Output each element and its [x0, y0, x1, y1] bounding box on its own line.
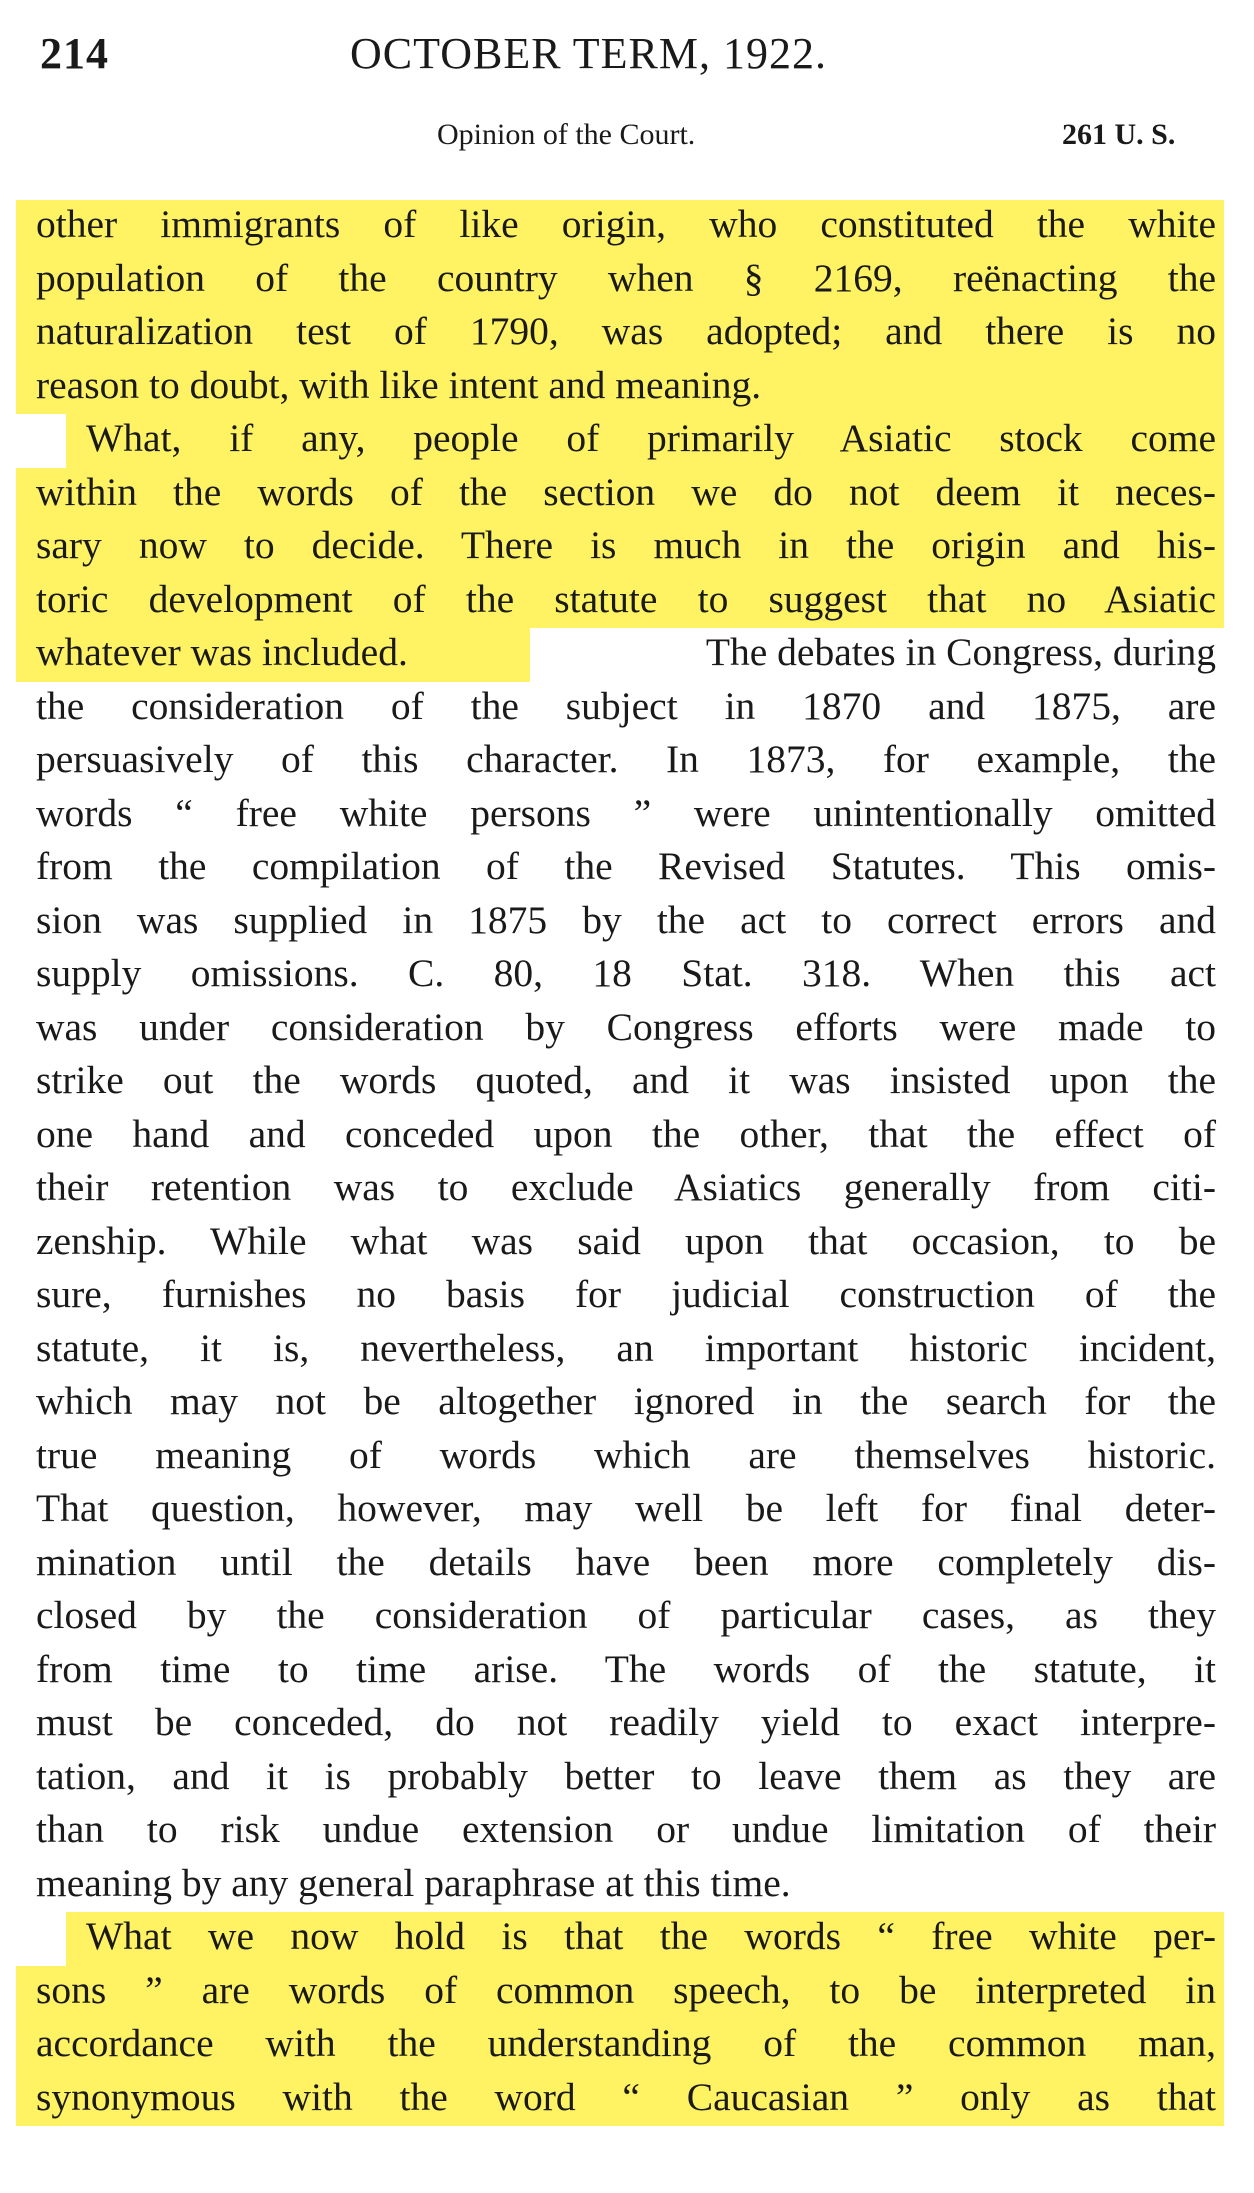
text-line: What we now hold is that the words “ free white per- [86, 1914, 1216, 1958]
text-line: true meaning of words which are themselves historic. [36, 1432, 1216, 1477]
text-line: That question, however, may well be left for final deter- [36, 1486, 1216, 1530]
page-header [40, 28, 1220, 88]
text-line: their retention was to exclude Asiatics generally from citi- [36, 1165, 1216, 1209]
text-line: population of the country when § 2169, reënacting the [36, 255, 1216, 300]
text-line: supply omissions. C. 80, 18 Stat. 318. When this act [36, 951, 1216, 995]
text-line: within the words of the section we do not deem it neces- [36, 469, 1216, 514]
text-line: accordance with the understanding of the common man, [36, 2021, 1216, 2065]
opinion-body [36, 198, 1216, 2124]
text-line: words “ free white persons ” were unintentionally omitted [36, 790, 1216, 835]
text-line: sure, furnishes no basis for judicial construction of the [36, 1272, 1216, 1316]
text-line: naturalization test of 1790, was adopted; and there is no [36, 309, 1216, 353]
volume-citation: 261 U. S. [1062, 118, 1176, 151]
text-line: other immigrants of like origin, who constituted the white [36, 202, 1216, 246]
text-line: which may not be altogether ignored in the search for the [36, 1379, 1216, 1423]
opinion-label: Opinion of the Court. [437, 118, 696, 151]
highlighted-sentence-end: whatever was included. [36, 630, 408, 674]
text-line: from the compilation of the Revised Statutes. This omis- [36, 844, 1216, 888]
text-line: synonymous with the word “ Caucasian ” only as that [36, 2074, 1216, 2119]
text-line: sons ” are words of common speech, to be interpreted in [36, 1967, 1216, 2012]
text-line: meaning by any general paraphrase at this time. [36, 1860, 791, 1905]
text-line: from time to time arise. The words of the statute, it [36, 1646, 1216, 1691]
text-line: What, if any, people of primarily Asiatic stock come [86, 416, 1216, 460]
term-title: OCTOBER TERM, 1922. [350, 29, 827, 78]
text-line: mination until the details have been more completely dis- [36, 1539, 1216, 1584]
text-line: reason to doubt, with like intent and meaning. [36, 362, 762, 407]
page-number: 214 [40, 29, 109, 78]
text-line: sary now to decide. There is much in the origin and his- [36, 523, 1216, 567]
text-line: one hand and conceded upon the other, that the effect of [36, 1111, 1216, 1156]
text-line: must be conceded, do not readily yield to exact interpre- [36, 1700, 1216, 1744]
text-line: the consideration of the subject in 1870 and 1875, are [36, 683, 1216, 728]
text-line: persuasively of this character. In 1873, for example, the [36, 737, 1216, 781]
paragraph-3 [36, 1910, 1216, 2124]
text-line: was under consideration by Congress efforts were made to [36, 1004, 1216, 1049]
running-head [0, 118, 1254, 158]
text-line: statute, it is, nevertheless, an important historic incident, [36, 1325, 1216, 1370]
paragraph-2 [36, 412, 1216, 1910]
text-line: than to risk undue extension or undue limitation of their [36, 1807, 1216, 1851]
text-line: zenship. While what was said upon that occasion, to be [36, 1218, 1216, 1263]
text-line: closed by the consideration of particular cases, as they [36, 1593, 1216, 1637]
sentence-continuation: The debates in Congress, during [705, 630, 1216, 674]
text-line: toric development of the statute to suggest that no Asiatic [36, 576, 1216, 621]
paragraph-1 [36, 198, 1216, 412]
text-line: strike out the words quoted, and it was insisted upon the [36, 1058, 1216, 1102]
text-line: tation, and it is probably better to leave them as they are [36, 1753, 1216, 1798]
text-line: sion was supplied in 1875 by the act to correct errors and [36, 897, 1216, 942]
text-line [36, 626, 1216, 680]
